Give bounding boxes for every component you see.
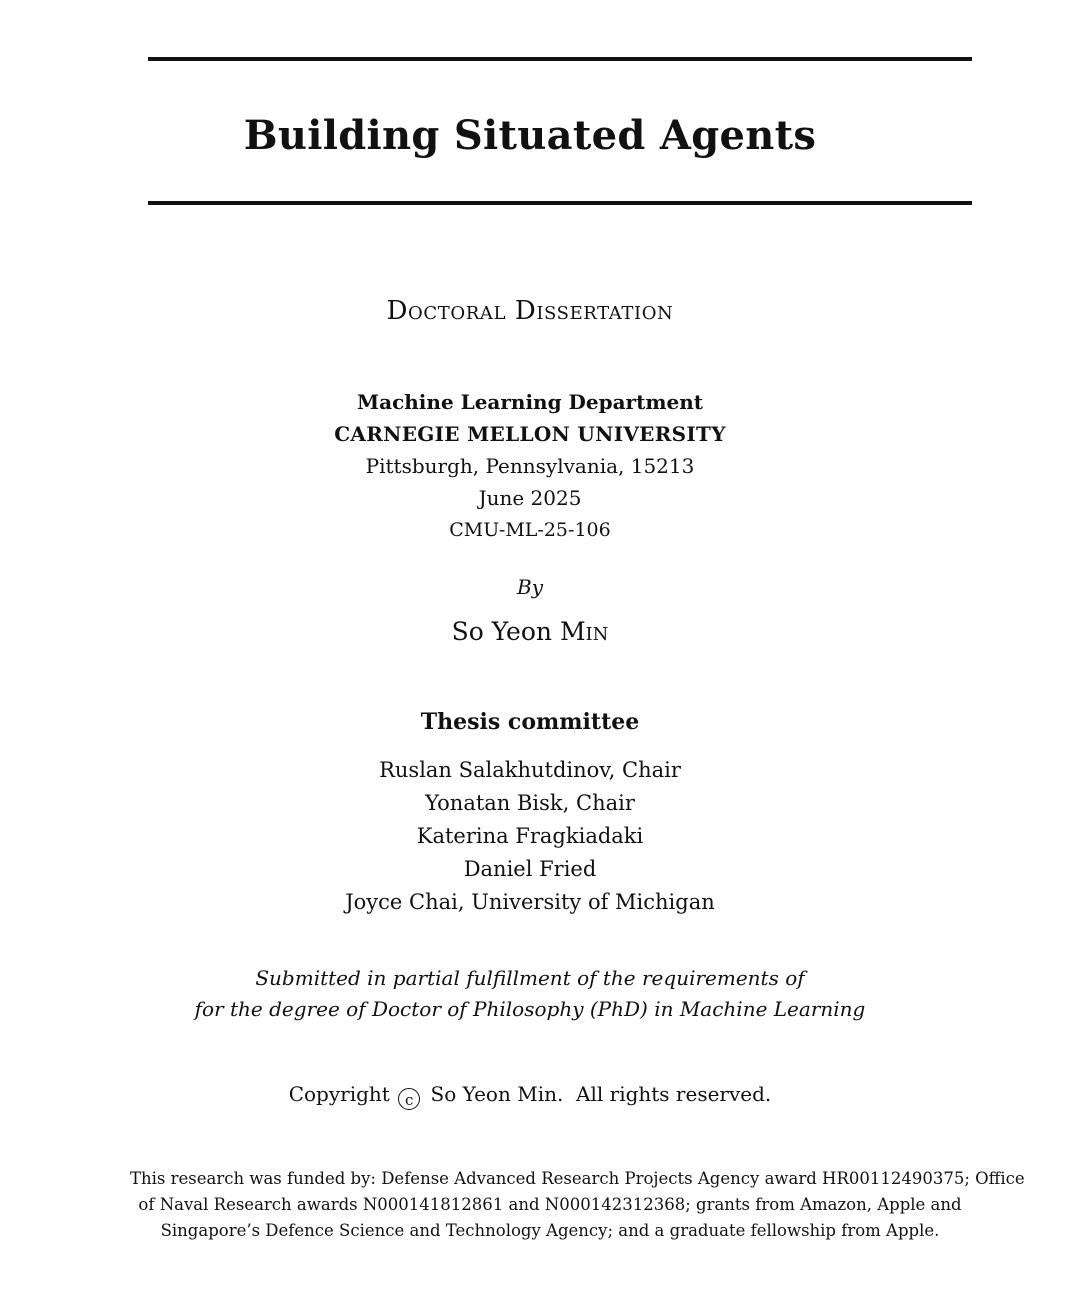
committee-heading: Thesis committee [420, 709, 640, 735]
funding-line-2: of Naval Research awards N000141812861 and N000142312368; grants from Amazon, Apple and [138, 1195, 962, 1214]
department: Machine Learning Department [356, 390, 703, 414]
dissertation-title: Building Situated Agents [243, 112, 817, 159]
submission-line-1: Submitted in partial fulfillment of the requirements of [255, 966, 805, 990]
committee-member: Katerina Fragkiadaki [416, 824, 644, 848]
copyright-text: So Yeon Min. All rights reserved. [430, 1082, 772, 1106]
funding-line-1: This research was funded by: Defense Advanced Research Projects Agency award HR00112490375; Office [130, 1169, 1025, 1188]
committee-member: Joyce Chai, University of Michigan [345, 890, 715, 914]
committee-list [0, 754, 1070, 919]
author-given-names: So Yeon [451, 617, 552, 646]
funding-line-3: Singapore’s Defence Science and Technology Agency; and a graduate fellowship from Apple. [160, 1221, 940, 1240]
university: CARNEGIE MELLON UNIVERSITY [334, 422, 726, 446]
top-rule [148, 57, 972, 61]
funding-statement [130, 1166, 1025, 1244]
document-type: Doctoral Dissertation [386, 296, 674, 326]
location: Pittsburgh, Pennsylvania, 15213 [365, 454, 695, 478]
submission-statement [0, 963, 1070, 1025]
bottom-rule [148, 201, 972, 205]
by-label: By [517, 575, 543, 599]
author-name [0, 617, 1070, 646]
copyright-prefix: Copyright [288, 1082, 390, 1106]
report-id: CMU-ML-25-106 [449, 519, 611, 541]
committee-member: Yonatan Bisk, Chair [425, 791, 635, 815]
copyright-icon: c [398, 1088, 420, 1110]
committee-member: Daniel Fried [463, 857, 597, 881]
submission-line-2: for the degree of Doctor of Philosophy (PhD) in Machine Learning [194, 997, 866, 1021]
date: June 2025 [478, 486, 582, 510]
committee-member: Ruslan Salakhutdinov, Chair [379, 758, 681, 782]
copyright-notice [0, 1082, 1070, 1110]
author-surname: Min [559, 617, 609, 646]
